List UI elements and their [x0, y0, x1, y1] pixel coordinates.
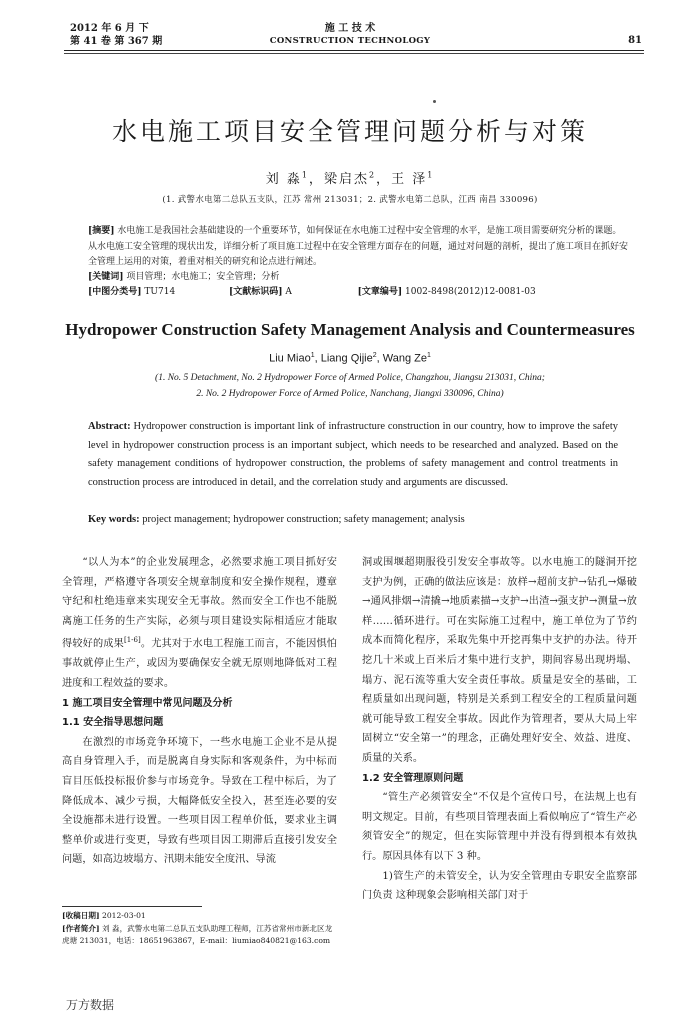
article-no-value: 1002-8498(2012)12-0081-03: [405, 287, 536, 297]
abstract-en-text: Hydropower construction is important link of infrastructure construction in our country, how to improve the safety level in hydropower construction process is an important subject, which needs to be researched and analyzed. Based on the safety management conditions of hydropower construction, the problems of safety management and control treatments in construction process are introduced in detail, and the correlation study and arguments are discussed.: [88, 421, 618, 488]
doc-code-value: A: [285, 287, 292, 297]
body-text: 。尤其对于水电工程施工而言，不能因惧怕事故就停止生产，或因为要确保安全就无原则地降低对工程进度和工程效益的要求。: [62, 638, 337, 689]
received-date: [62, 910, 337, 923]
body-column-left: [62, 553, 337, 870]
author-bio-text: 刘 淼，武警水电第二总队五支队助理工程师，江苏省常州市新北区龙虎塘 213031，电话：18651963867，E-mail：liumiao840821@163.com: [62, 923, 333, 945]
author-sep: ，: [308, 172, 324, 187]
issue-volume: 第 41 卷 第 367 期: [70, 36, 163, 47]
keywords-cn-label: [关键词]: [88, 272, 124, 282]
author-bio-label: [作者简介]: [62, 923, 100, 933]
author-3: 王 泽: [391, 172, 428, 187]
footnote-rule: [62, 906, 202, 907]
journal-name: [250, 22, 450, 48]
footnote: [62, 910, 337, 948]
body-paragraph: “管生产必须管安全”不仅是个宣传口号，在法规上也有明文规定。目前，有些项目管理表面上看似响应了“管生产必须管安全”的规定，但在实际管理中并没有得到根本有效执行。原因具体有以下 3 种。: [362, 792, 637, 862]
author-2-affil: 2: [368, 170, 377, 180]
body-paragraph: 1)管生产的未管安全，认为安全管理由专职安全监察部门负责 这种现象会影响相关部门对于: [362, 870, 637, 902]
article-no-label: [文章编号]: [357, 287, 403, 297]
body-text: “以人为本”的企业发展理念，必然要求施工项目抓好安全管理，严格遵守各项安全规章制度和安全操作规程，遵章守纪和杜绝违章来实现安全无事故。然而安全工作也不能脱离施工任务的生产实际，必须与项目建设实际相适应才能取得较好的成果: [62, 557, 337, 650]
authors-cn: [40, 168, 660, 187]
author-2: 梁启杰: [323, 172, 369, 187]
abstract-cn: [88, 224, 628, 271]
keywords-cn: [88, 270, 628, 285]
keywords-en: [88, 512, 628, 528]
affiliation-cn: (1. 武警水电第二总队五支队，江苏 常州 213031；2. 武警水电第二总队，江西 南昌 330096): [162, 195, 538, 205]
body-column-right: [362, 553, 637, 906]
keywords-cn-text: 项目管理；水电施工；安全管理；分析: [126, 272, 280, 282]
author-en-2: Liang Qijie: [320, 352, 373, 365]
authors-en: Liu Miao$^1$, Liang Qijie$^2$, Wang Ze$^1$: [269, 352, 431, 365]
title-en: Hydropower Construction Safety Management Analysis and Countermeasures: [65, 320, 635, 339]
scan-dot: [433, 100, 436, 103]
author-1-affil: 1: [301, 170, 309, 180]
clc-value: TU714: [144, 287, 176, 297]
body-paragraph: 洞或围堰超期服役引发安全事故等。以水电施工的隧洞开挖支护为例，正确的做法应该是：放样→超前支护→钻孔→爆破→通风排烟→清撬→地质素描→支护→出渣→强支护→测量→放样……循环进行。可在实际施工过程中，施工单位为了节约成本而简化程序，采取先集中开挖再集中支护的办法。待开挖几十米或上百米后才集中进行支护，期间容易出现坍塌、塌方、泥石流等重大安全责任事故。质量是安全的基础，工程质量如出现问题，特别是关系到工程安全的工程质量问题就可能导致工程安全事故。因此作为管理者，要从大局上牢固树立“安全第一”的理念，正确处理好安全、效益、进度、质量的关系。: [362, 557, 637, 764]
issue-info: [70, 22, 162, 48]
author-en-3: Wang Ze: [382, 352, 427, 365]
clc-label: [中图分类号]: [88, 287, 142, 297]
classification-row: [88, 285, 628, 300]
body-paragraph: [62, 553, 337, 694]
affiliation-en-line1: (1. No. 5 Detachment, No. 2 Hydropower Force of Armed Police, Changzhou, Jiangsu 213031, China;: [155, 373, 545, 383]
received-label: [收稿日期]: [62, 911, 100, 920]
author-en-1: Liu Miao: [269, 352, 311, 365]
author-3-affil: 1: [427, 170, 435, 180]
affiliation-en: [40, 370, 660, 402]
author-bio: [62, 923, 337, 948]
abstract-en: [88, 418, 618, 492]
citation: [1-6]: [123, 636, 141, 645]
meta-info: [88, 270, 628, 300]
doc-code-label: [文献标识码]: [228, 287, 283, 297]
author-en-1-affil: 1: [310, 352, 315, 359]
issue-date: 2012 年 6 月 下: [70, 23, 149, 34]
keywords-en-label: Key words:: [88, 514, 140, 525]
author-en-2-affil: 2: [372, 352, 377, 359]
author-sep: ，: [376, 172, 392, 187]
received-value: 2012-03-01: [101, 911, 146, 920]
header-rule: [64, 50, 644, 51]
section-heading-1: 1 施工项目安全管理中常见问题及分析: [62, 697, 233, 709]
affiliation-en-line2: 2. No. 2 Hydropower Force of Armed Police, Nanchang, Jiangxi 330096, China): [196, 389, 504, 399]
journal-name-cn: 施 工 技 术: [324, 23, 376, 34]
page-number: 81: [628, 35, 642, 46]
author-1: 刘 淼: [265, 172, 302, 187]
abstract-en-label: Abstract:: [88, 421, 131, 432]
journal-name-en: CONSTRUCTION TECHNOLOGY: [269, 36, 431, 46]
author-en-3-affil: 1: [426, 352, 431, 359]
header-rule-thin: [64, 53, 644, 54]
abstract-cn-text: 水电施工是我国社会基础建设的一个重要环节，如何保证在水电施工过程中安全管理的水平，是施工项目需要研究分析的课题。从水电施工安全管理的现状出发，详细分析了项目施工过程中在安全管理方面存在的问题，通过对问题的剖析，提出了施工项目在抓好安全管理上运用的对策，着重对相关的研究和论点进行阐述。: [88, 226, 629, 267]
section-heading-1-2: 1.2 安全管理原则问题: [362, 772, 464, 784]
section-heading-1-1: 1.1 安全指导思想问题: [62, 717, 164, 729]
watermark: 万方数据: [66, 998, 115, 1012]
title-cn: 水电施工项目安全管理问题分析与对策: [111, 117, 588, 146]
abstract-cn-label: [摘要]: [88, 226, 115, 236]
keywords-en-text: project management; hydropower construction; safety management; analysis: [142, 514, 465, 525]
body-paragraph: 在激烈的市场竞争环境下，一些水电施工企业不是从提高自身管理入手，而是脱离自身实际和客观条件，为中标而盲目压低投标报价参与市场竞争。导致在工程中标后，为了降低成本、减少亏损，大幅降低安全投入，甚至连必要的安全设施都未进行设置。一些项目因工程单价低，要求业主调整单价或进行变更，导致有些项目因工期滞后直接引发安全问题，如高边坡塌方、汛期未能安全度汛、导流: [62, 736, 337, 866]
